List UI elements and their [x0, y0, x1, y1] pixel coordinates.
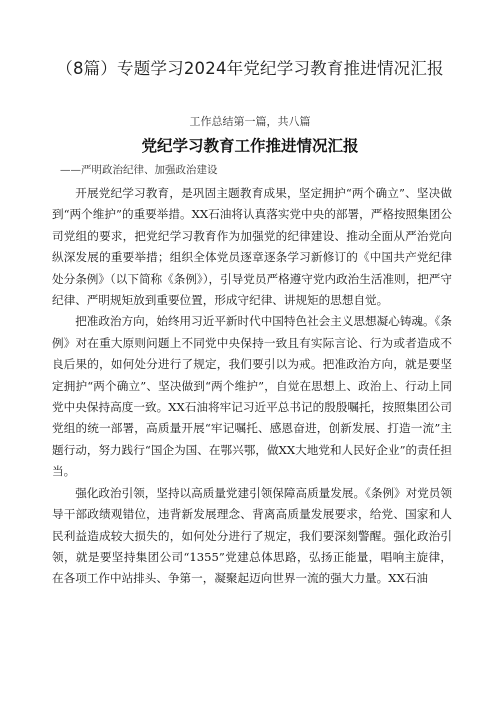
- section-title: 党纪学习教育工作推进情况汇报: [141, 137, 359, 155]
- paragraph: 开展党纪学习教育，是巩固主题教育成果，坚定拥护“两个确立”、坚决做到“两个维护”的重要举措。XX石油将认真落实党中央的部署，严格按照集团公司党组的要求，把党纪学习教育作为加强党的纪律建设、推动全面从严治党向纵深发展的重要举措；组织全体党员逐章逐条学习新修订的《中国共产党纪律处分条例》（以下简称《条例》），引导党员严格遵守党内政治生活准则，把严守纪律、严明规矩放到重要位置，形成守纪律、讲规矩的思想自觉。: [52, 186, 452, 308]
- section-subhead: 工作总结第一篇，共八篇: [189, 115, 311, 128]
- body-text: [52, 183, 452, 590]
- document-main-title: （8篇）专题学习2024年党纪学习教育推进情况汇报: [56, 59, 444, 78]
- paragraph: 强化政治引领，坚持以高质量党建引领保障高质量发展。《条例》对党员领导干部政绩观错位，违背新发展理念、背离高质量发展要求，给党、国家和人民利益造成较大损失的，如何处分进行了规定，我们要深刻警醒。强化政治引领，就是要坚持集团公司“1355”党建总体思路，弘扬正能量，唱响主旋律，在各项工作中站排头、争第一，凝聚起迈向世界一流的强大力量。XX石油: [52, 485, 452, 586]
- paragraph: 把准政治方向，始终用习近平新时代中国特色社会主义思想凝心铸魂。《条例》对在重大原则问题上不同党中央保持一致且有实际言论、行为或者造成不良后果的，如何处分进行了规定，我们要引以为戒。把准政治方向，就是要坚定拥护“两个确立”、坚决做到“两个维护”，自觉在思想上、政治上、行动上同党中央保持高度一致。XX石油将牢记习近平总书记的殷殷嘱托，按照集团公司党组的统一部署，高质量开展“牢记嘱托、感恩奋进，创新发展、打造一流”主题行动，努力践行“国企为国、在鄂兴鄂，做XX大地党和人民好企业”的责任担当。: [52, 314, 452, 479]
- section-tagline: ——严明政治纪律、加强政治建设: [60, 164, 218, 176]
